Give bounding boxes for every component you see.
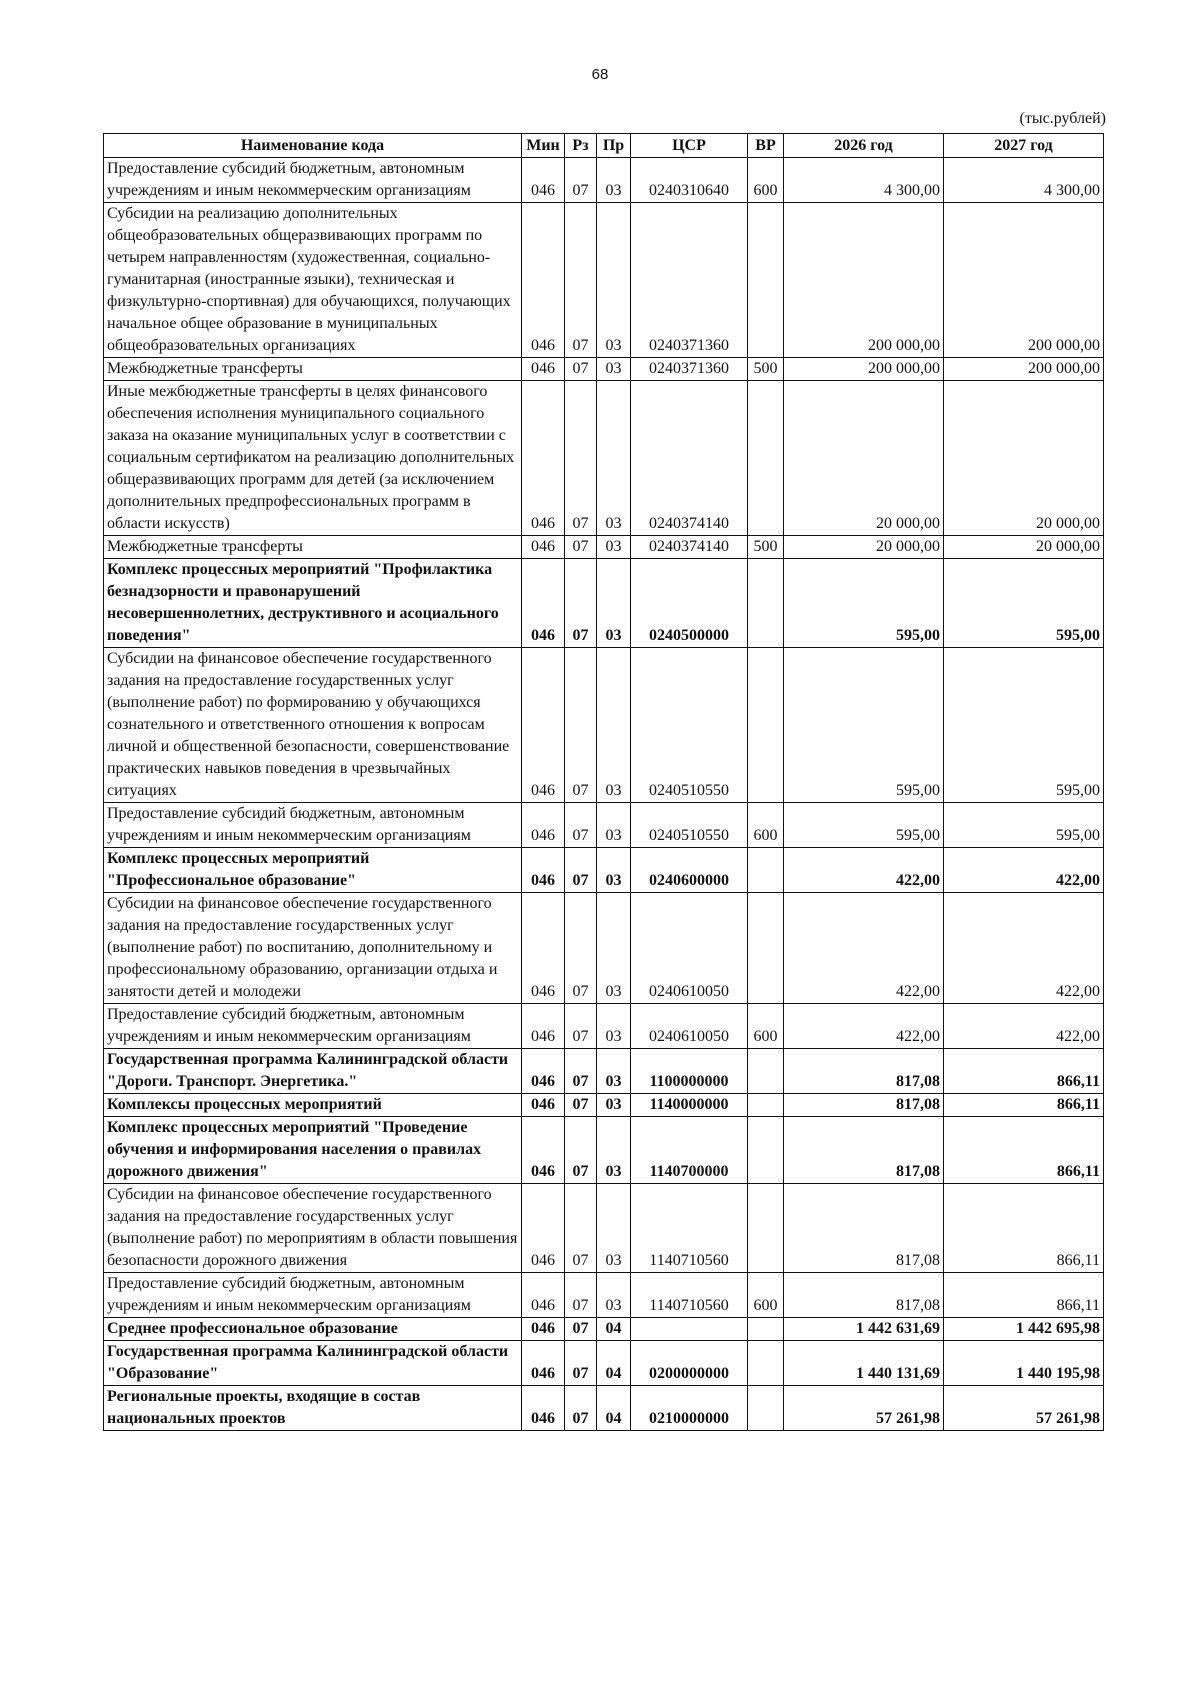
- cell-min: 046: [522, 536, 565, 559]
- cell-2027: 866,11: [944, 1049, 1104, 1094]
- cell-rz: 07: [565, 203, 597, 358]
- page-number: 68: [591, 66, 609, 83]
- cell-pr: 03: [597, 559, 631, 648]
- cell-pr: 03: [597, 1094, 631, 1117]
- cell-pr: 03: [597, 1004, 631, 1049]
- cell-vr: [748, 648, 784, 803]
- cell-vr: 600: [748, 803, 784, 848]
- table-row: [104, 1004, 1104, 1049]
- cell-csr: 0240374140: [631, 381, 748, 536]
- cell-2026: 1 440 131,69: [784, 1341, 944, 1386]
- cell-2026: 422,00: [784, 1004, 944, 1049]
- table-row: [104, 381, 1104, 536]
- cell-name: Иные межбюджетные трансферты в целях финансового обеспечения исполнения муниципального социального заказа на оказание муниципальных услуг в соответствии с социальным сертификатом на реализацию дополнительных общеразвивающих программ для детей (за исключением дополнительных предпрофессиональных программ в области искусств): [104, 381, 522, 536]
- cell-pr: 03: [597, 1117, 631, 1184]
- table-row: [104, 1117, 1104, 1184]
- cell-rz: 07: [565, 1049, 597, 1094]
- cell-rz: 07: [565, 648, 597, 803]
- cell-2026: 200 000,00: [784, 203, 944, 358]
- cell-min: 046: [522, 1117, 565, 1184]
- cell-vr: [748, 203, 784, 358]
- header-pr: Пр: [597, 134, 631, 158]
- cell-2027: 422,00: [944, 848, 1104, 893]
- cell-name: Предоставление субсидий бюджетным, автономным учреждениям и иным некоммерческим организациям: [104, 1273, 522, 1318]
- cell-vr: [748, 559, 784, 648]
- cell-2026: 817,08: [784, 1117, 944, 1184]
- cell-vr: [748, 381, 784, 536]
- cell-pr: 03: [597, 203, 631, 358]
- cell-2026: 817,08: [784, 1184, 944, 1273]
- table-row: [104, 1273, 1104, 1318]
- header-name: Наименование кода: [104, 134, 522, 158]
- cell-min: 046: [522, 848, 565, 893]
- cell-name: Субсидии на финансовое обеспечение государственного задания на предоставление государственных услуг (выполнение работ) по воспитанию, дополнительному и профессиональному образованию, организации отдыха и занятости детей и молодежи: [104, 893, 522, 1004]
- cell-pr: 03: [597, 848, 631, 893]
- cell-rz: 07: [565, 1318, 597, 1341]
- header-2026: 2026 год: [784, 134, 944, 158]
- table-row: [104, 803, 1104, 848]
- cell-rz: 07: [565, 358, 597, 381]
- cell-2026: 817,08: [784, 1273, 944, 1318]
- cell-min: 046: [522, 358, 565, 381]
- cell-2026: 20 000,00: [784, 381, 944, 536]
- cell-2027: 20 000,00: [944, 536, 1104, 559]
- cell-name: Региональные проекты, входящие в состав национальных проектов: [104, 1386, 522, 1431]
- cell-2027: 595,00: [944, 559, 1104, 648]
- table-header-row: [104, 134, 1104, 158]
- table-body: [104, 158, 1104, 1431]
- cell-vr: 600: [748, 158, 784, 203]
- header-2027: 2027 год: [944, 134, 1104, 158]
- cell-vr: 600: [748, 1273, 784, 1318]
- cell-pr: 03: [597, 536, 631, 559]
- cell-vr: [748, 848, 784, 893]
- cell-vr: [748, 1094, 784, 1117]
- cell-name: Комплекс процессных мероприятий "Проведение обучения и информирования населения о правилах дорожного движения": [104, 1117, 522, 1184]
- cell-2027: 200 000,00: [944, 203, 1104, 358]
- cell-csr: 0240510550: [631, 803, 748, 848]
- cell-name: Предоставление субсидий бюджетным, автономным учреждениям и иным некоммерческим организациям: [104, 803, 522, 848]
- cell-2027: 1 440 195,98: [944, 1341, 1104, 1386]
- cell-2027: 866,11: [944, 1117, 1104, 1184]
- cell-rz: 07: [565, 803, 597, 848]
- table-row: [104, 648, 1104, 803]
- cell-2026: 1 442 631,69: [784, 1318, 944, 1341]
- cell-min: 046: [522, 1386, 565, 1431]
- cell-csr: 0240500000: [631, 559, 748, 648]
- cell-rz: 07: [565, 1004, 597, 1049]
- cell-min: 046: [522, 381, 565, 536]
- cell-csr: 1140710560: [631, 1273, 748, 1318]
- cell-name: Межбюджетные трансферты: [104, 536, 522, 559]
- cell-min: 046: [522, 1184, 565, 1273]
- cell-csr: 0240510550: [631, 648, 748, 803]
- cell-2027: 4 300,00: [944, 158, 1104, 203]
- cell-pr: 03: [597, 648, 631, 803]
- cell-vr: 500: [748, 358, 784, 381]
- cell-csr: 0200000000: [631, 1341, 748, 1386]
- table-row: [104, 1318, 1104, 1341]
- cell-pr: 03: [597, 158, 631, 203]
- cell-2026: 817,08: [784, 1094, 944, 1117]
- cell-rz: 07: [565, 381, 597, 536]
- cell-name: Субсидии на реализацию дополнительных общеобразовательных общеразвивающих программ по четырем направленностям (художественная, социально-гуманитарная (иностранные языки), техническая и физкультурно-спортивная) для обучающихся, получающих начальное общее образование в муниципальных общеобразовательных организациях: [104, 203, 522, 358]
- cell-2027: 866,11: [944, 1273, 1104, 1318]
- cell-rz: 07: [565, 1341, 597, 1386]
- table-row: [104, 1341, 1104, 1386]
- table-row: [104, 358, 1104, 381]
- cell-min: 046: [522, 1049, 565, 1094]
- cell-vr: [748, 1117, 784, 1184]
- cell-min: 046: [522, 158, 565, 203]
- cell-csr: 0240610050: [631, 1004, 748, 1049]
- cell-2027: 1 442 695,98: [944, 1318, 1104, 1341]
- header-vr: ВР: [748, 134, 784, 158]
- cell-csr: 0240600000: [631, 848, 748, 893]
- cell-pr: 04: [597, 1341, 631, 1386]
- cell-pr: 03: [597, 893, 631, 1004]
- cell-vr: [748, 1386, 784, 1431]
- cell-min: 046: [522, 559, 565, 648]
- cell-pr: 03: [597, 1273, 631, 1318]
- cell-csr: 1140000000: [631, 1094, 748, 1117]
- table-row: [104, 1184, 1104, 1273]
- cell-min: 046: [522, 803, 565, 848]
- cell-2027: 57 261,98: [944, 1386, 1104, 1431]
- cell-pr: 03: [597, 1049, 631, 1094]
- cell-min: 046: [522, 648, 565, 803]
- cell-rz: 07: [565, 559, 597, 648]
- table-row: [104, 203, 1104, 358]
- cell-2026: 595,00: [784, 648, 944, 803]
- cell-name: Комплекс процессных мероприятий "Профессиональное образование": [104, 848, 522, 893]
- cell-name: Государственная программа Калининградской области "Образование": [104, 1341, 522, 1386]
- cell-vr: [748, 893, 784, 1004]
- cell-csr: 0240310640: [631, 158, 748, 203]
- cell-2026: 817,08: [784, 1049, 944, 1094]
- cell-2027: 422,00: [944, 1004, 1104, 1049]
- cell-rz: 07: [565, 1094, 597, 1117]
- cell-pr: 03: [597, 381, 631, 536]
- table-row: [104, 1049, 1104, 1094]
- cell-csr: 0240371360: [631, 358, 748, 381]
- cell-csr: 1100000000: [631, 1049, 748, 1094]
- header-min: Мин: [522, 134, 565, 158]
- cell-2026: 422,00: [784, 848, 944, 893]
- cell-vr: [748, 1341, 784, 1386]
- cell-min: 046: [522, 893, 565, 1004]
- cell-name: Предоставление субсидий бюджетным, автономным учреждениям и иным некоммерческим организациям: [104, 1004, 522, 1049]
- cell-2026: 57 261,98: [784, 1386, 944, 1431]
- cell-csr: 0240610050: [631, 893, 748, 1004]
- table-row: [104, 848, 1104, 893]
- cell-rz: 07: [565, 1386, 597, 1431]
- cell-csr: 0210000000: [631, 1386, 748, 1431]
- cell-vr: 600: [748, 1004, 784, 1049]
- table-row: [104, 1386, 1104, 1431]
- cell-vr: 500: [748, 536, 784, 559]
- cell-rz: 07: [565, 536, 597, 559]
- cell-csr: 1140710560: [631, 1184, 748, 1273]
- cell-rz: 07: [565, 893, 597, 1004]
- cell-name: Комплексы процессных мероприятий: [104, 1094, 522, 1117]
- cell-2027: 866,11: [944, 1184, 1104, 1273]
- cell-name: Предоставление субсидий бюджетным, автономным учреждениям и иным некоммерческим организациям: [104, 158, 522, 203]
- cell-2026: 4 300,00: [784, 158, 944, 203]
- cell-2027: 200 000,00: [944, 358, 1104, 381]
- cell-name: Комплекс процессных мероприятий "Профилактика безнадзорности и правонарушений несовершеннолетних, деструктивного и асоциального поведения": [104, 559, 522, 648]
- units-label: (тыс.рублей): [1019, 110, 1106, 127]
- cell-min: 046: [522, 1341, 565, 1386]
- cell-csr: 1140700000: [631, 1117, 748, 1184]
- cell-2027: 866,11: [944, 1094, 1104, 1117]
- cell-csr: 0240371360: [631, 203, 748, 358]
- cell-min: 046: [522, 1004, 565, 1049]
- table-row: [104, 1094, 1104, 1117]
- cell-rz: 07: [565, 1273, 597, 1318]
- cell-name: Межбюджетные трансферты: [104, 358, 522, 381]
- header-rz: Рз: [565, 134, 597, 158]
- cell-csr: [631, 1318, 748, 1341]
- cell-pr: 03: [597, 803, 631, 848]
- cell-vr: [748, 1049, 784, 1094]
- cell-rz: 07: [565, 1117, 597, 1184]
- table-row: [104, 893, 1104, 1004]
- cell-name: Субсидии на финансовое обеспечение государственного задания на предоставление государственных услуг (выполнение работ) по формированию у обучающихся сознательного и ответственного отношения к вопросам личной и общественной безопасности, совершенствование практических навыков поведения в чрезвычайных ситуациях: [104, 648, 522, 803]
- cell-name: Субсидии на финансовое обеспечение государственного задания на предоставление государственных услуг (выполнение работ) по мероприятиям в области повышения безопасности дорожного движения: [104, 1184, 522, 1273]
- cell-2027: 595,00: [944, 648, 1104, 803]
- cell-rz: 07: [565, 158, 597, 203]
- cell-2026: 595,00: [784, 559, 944, 648]
- cell-2027: 595,00: [944, 803, 1104, 848]
- cell-name: Государственная программа Калининградской области "Дороги. Транспорт. Энергетика.": [104, 1049, 522, 1094]
- cell-min: 046: [522, 203, 565, 358]
- cell-pr: 04: [597, 1386, 631, 1431]
- cell-2026: 20 000,00: [784, 536, 944, 559]
- table-row: [104, 536, 1104, 559]
- cell-min: 046: [522, 1273, 565, 1318]
- cell-rz: 07: [565, 1184, 597, 1273]
- cell-vr: [748, 1184, 784, 1273]
- table-row: [104, 158, 1104, 203]
- cell-name: Среднее профессиональное образование: [104, 1318, 522, 1341]
- cell-min: 046: [522, 1318, 565, 1341]
- cell-2026: 422,00: [784, 893, 944, 1004]
- cell-csr: 0240374140: [631, 536, 748, 559]
- header-csr: ЦСР: [631, 134, 748, 158]
- cell-vr: [748, 1318, 784, 1341]
- cell-rz: 07: [565, 848, 597, 893]
- table-row: [104, 559, 1104, 648]
- cell-2027: 20 000,00: [944, 381, 1104, 536]
- cell-pr: 03: [597, 1184, 631, 1273]
- cell-pr: 03: [597, 358, 631, 381]
- cell-2027: 422,00: [944, 893, 1104, 1004]
- cell-2026: 200 000,00: [784, 358, 944, 381]
- cell-2026: 595,00: [784, 803, 944, 848]
- cell-min: 046: [522, 1094, 565, 1117]
- cell-pr: 04: [597, 1318, 631, 1341]
- budget-table: [103, 133, 1104, 1431]
